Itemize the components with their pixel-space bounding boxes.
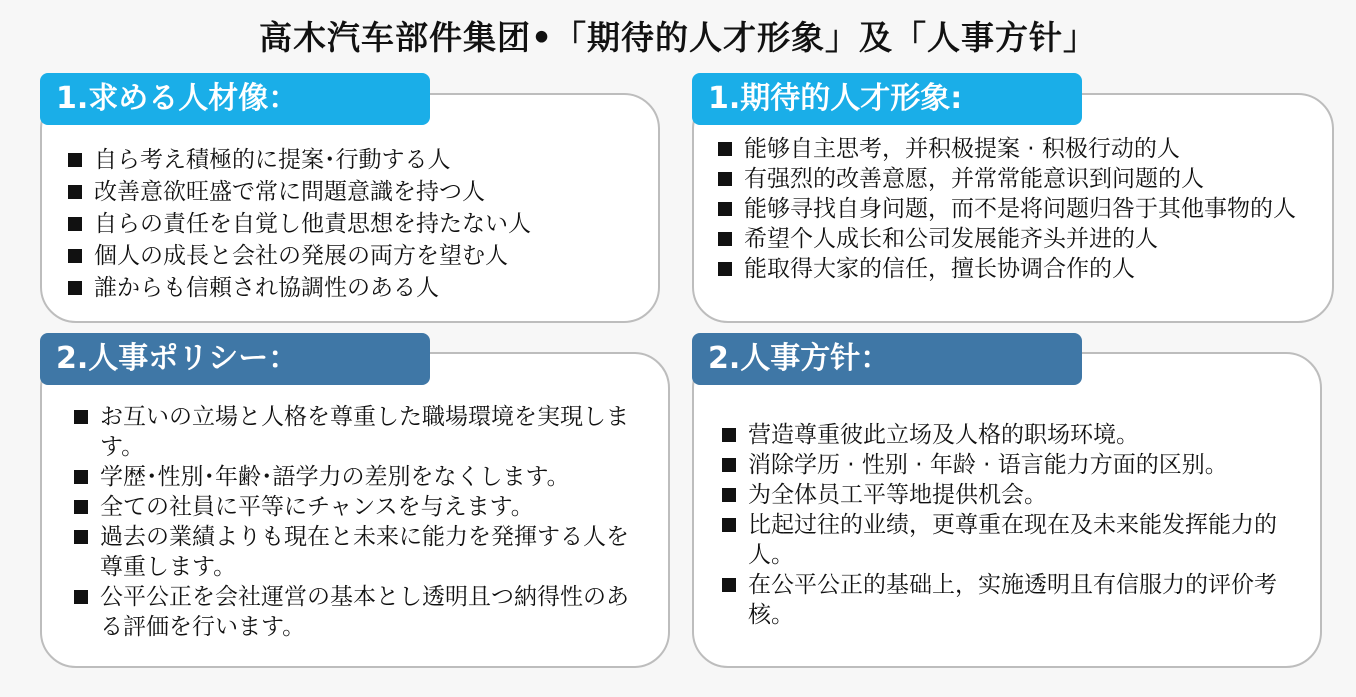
heading-jp-policy: 2.人事ポリシー： — [40, 333, 430, 385]
list-item: 希望个人成长和公司发展能齐头并进的人 — [716, 224, 1316, 254]
list-item: 学歴･性別･年齢･語学力の差別をなくします。 — [72, 462, 647, 492]
list-jp-talent — [66, 145, 646, 305]
list-item: 個人の成長と会社の発展の両方を望む人 — [66, 241, 646, 271]
list-cn-policy — [720, 420, 1305, 630]
heading-jp-talent: 1.求める人材像： — [40, 73, 430, 125]
list-item: 在公平公正的基础上，实施透明且有信服力的评价考核。 — [720, 570, 1305, 630]
list-cn-talent — [716, 134, 1316, 284]
page-title: 高木汽车部件集团•「期待的人才形象」及「人事方针」 — [258, 18, 1098, 57]
list-item: 能取得大家的信任，擅长协调合作的人 — [716, 254, 1316, 284]
list-item: 全ての社員に平等にチャンスを与えます。 — [72, 492, 647, 522]
heading-cn-talent: 1.期待的人才形象: — [692, 73, 1082, 125]
list-item: 营造尊重彼此立场及人格的职场环境。 — [720, 420, 1305, 450]
list-item: 比起过往的业绩，更尊重在现在及未来能发挥能力的人。 — [720, 510, 1305, 570]
list-item: 過去の業績よりも現在と未来に能力を発揮する人を尊重します。 — [72, 522, 647, 582]
list-item: 改善意欲旺盛で常に問題意識を持つ人 — [66, 177, 646, 207]
heading-cn-policy: 2.人事方针： — [692, 333, 1082, 385]
list-item: 消除学历 · 性别 · 年龄 · 语言能力方面的区别。 — [720, 450, 1305, 480]
list-item: 自らの責任を自覚し他責思想を持たない人 — [66, 209, 646, 239]
list-item: 为全体员工平等地提供机会。 — [720, 480, 1305, 510]
list-item: お互いの立場と人格を尊重した職場環境を実現します。 — [72, 402, 647, 462]
list-item: 公平公正を会社運営の基本とし透明且つ納得性のある評価を行います。 — [72, 582, 647, 642]
list-item: 能够寻找自身问题，而不是将问题归咎于其他事物的人 — [716, 194, 1316, 224]
list-item: 自ら考え積極的に提案･行動する人 — [66, 145, 646, 175]
list-item: 能够自主思考，并积极提案 · 积极行动的人 — [716, 134, 1316, 164]
list-jp-policy — [72, 402, 647, 642]
list-item: 有强烈的改善意愿，并常常能意识到问题的人 — [716, 164, 1316, 194]
list-item: 誰からも信頼され協調性のある人 — [66, 273, 646, 303]
